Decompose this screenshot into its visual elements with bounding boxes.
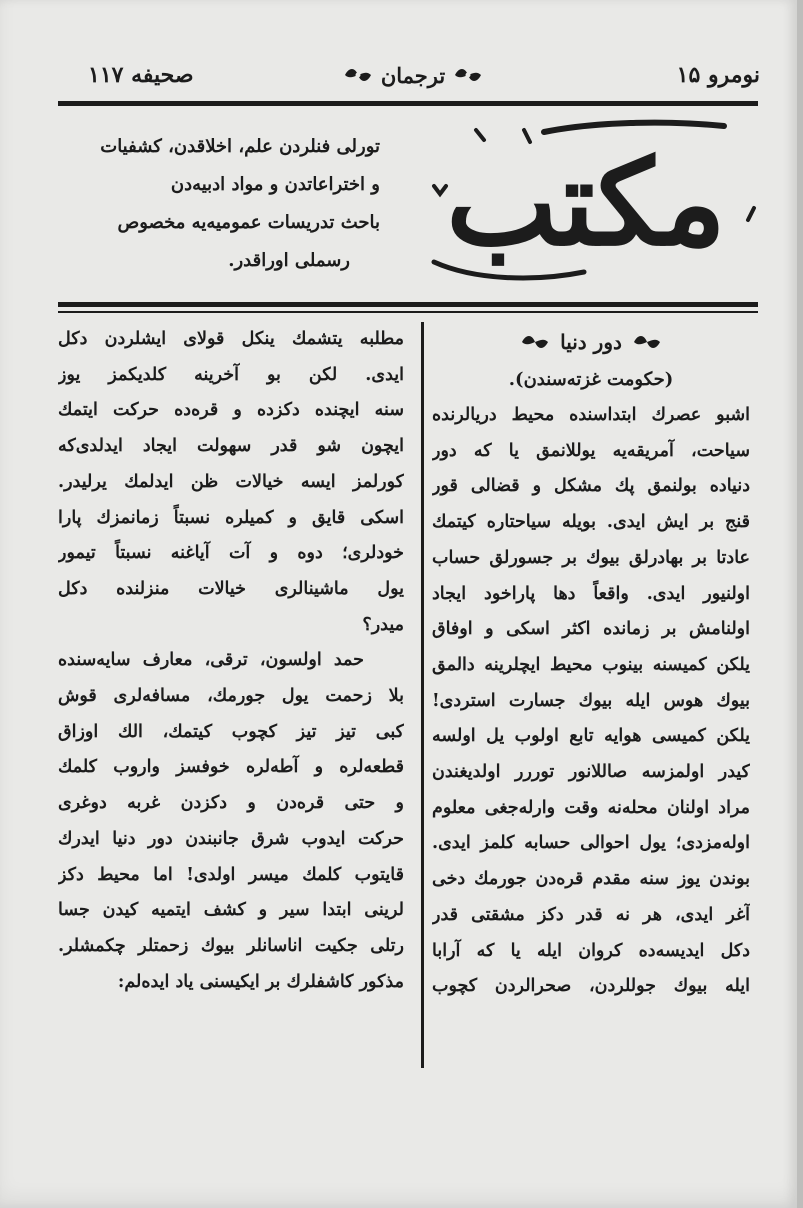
text-line: سیاحت، آمریقه‌یه یوللانمق یا که دور: [432, 440, 750, 461]
column-divider: [421, 322, 424, 1068]
text-line: میدر؟: [362, 614, 404, 635]
page-edge: [797, 0, 803, 1208]
text-line: سنه ایچنده دکزده و قره‌ده حرکت ایتمك: [58, 400, 404, 421]
text-line: خودلری؛ دوه و آت آیاغنه نسبتاً تیمور: [58, 543, 404, 564]
masthead-subtitle: [90, 128, 380, 278]
running-header: [60, 58, 760, 94]
page-number: صحیفه ۱۱۷: [88, 62, 194, 88]
text-line: اشبو عصرك ابتداسنده محیط دریالرنده: [432, 405, 750, 425]
text-line: اسکی قایق و کمیلره نسبتاً زمانمزك پارا: [58, 507, 404, 528]
masthead-title-text: مکتب: [446, 133, 726, 272]
masthead-rule-thick: [58, 302, 758, 307]
text-line: قایتوب کلمك میسر اولدی! اما محیط دکز: [58, 864, 404, 885]
text-line: بوندن یوز سنه مقدم قره‌دن جورمك دخی: [432, 869, 750, 890]
fleuron-icon: [632, 332, 662, 352]
text-line: اولنامش بر زمانده اکثر اسکی و اوفاق: [432, 619, 750, 640]
journal-name-block: [328, 60, 498, 90]
text-line: یلکن کمیسنه بینوب محیط ایچلرینه دالمق: [432, 654, 750, 675]
text-line: بلا زحمت یول جورمك، مسافه‌لری قوش: [58, 686, 404, 707]
text-line: حرکت ایدوب شرق جانبندن دور دنیا ایدرك: [58, 828, 404, 849]
text-line: ایچون شو قدر سهولت ایجاد ایدلدی‌که: [58, 436, 404, 457]
fleuron-icon: [520, 332, 550, 352]
header-rule: [58, 101, 758, 106]
text-line: کیدر اولمزسه صاللانور توررر اولدیغندن: [432, 762, 750, 783]
text-line: لرینی ابتدا سیر و کشف ایتمیه کیدن جسا: [58, 900, 404, 921]
text-line: اوله‌مزدی؛ یول احوالی حسابه کلمز ایدی.: [432, 833, 750, 854]
text-line: یلکن کمیسی هوایه تابع اولوب یل اولسه: [432, 726, 750, 747]
fleuron-right-icon: [453, 65, 483, 85]
article-right-column: [432, 322, 750, 1062]
masthead-title: [394, 112, 778, 294]
journal-name: ترجمان: [380, 62, 446, 88]
text-line: کبی تیز تیز کچوب کیتمك، الك اوزاق: [58, 721, 404, 742]
text-line: و حتی قره‌دن و دکزدن غربه دوغری: [58, 793, 404, 814]
issue-number: نومرو ۱۵: [676, 62, 760, 88]
text-line: عادتا بر بهادرلق بیوك بر جسورلق حساب: [432, 547, 750, 568]
article-title: دور دنیا: [560, 330, 622, 354]
text-line: دکل ایدیسه‌ده کروان ایله یا که آرابا: [432, 940, 750, 961]
article-left-column: [58, 322, 404, 1062]
text-line: حمد اولسون، ترقی، معارف سایه‌سنده: [58, 650, 364, 671]
subtitle-line: باحث تدریسات عمومیه‌یه مخصوص: [117, 212, 380, 233]
text-line: مذکور کاشفلرك بر ایکیسنی یاد ایده‌لم:: [117, 971, 404, 992]
article-source: (حکومت غزته‌سندن).: [508, 369, 674, 390]
text-line: مطلبه یتشمك ینکل قولای ایشلردن دکل: [58, 329, 404, 349]
subtitle-line: رسملی اوراقدر.: [228, 250, 350, 271]
text-line: اولنیور ایدی. واقعاً دها پاراخود ایجاد: [432, 583, 750, 604]
text-line: مراد اولنان محله‌نه وقت وارله‌جغی معلوم: [432, 797, 750, 818]
text-line: دنیاده بولنمق پك مشکل و قضالی قور: [432, 476, 750, 497]
text-line: ایدی. لکن بو آخرینه کلدیکمز یوز: [58, 364, 404, 385]
text-line: بیوك هوس ایله بیوك جسارت استردی!: [432, 690, 750, 711]
text-line: ایله بیوك جوللردن، صحرالردن کچوب: [432, 976, 750, 997]
text-line: آغر ایدی، هر نه قدر دکز مشقتی قدر: [432, 904, 750, 925]
subtitle-line: تورلی فنلردن علم، اخلاقدن، کشفیات: [100, 136, 380, 157]
text-line: یول ماشینالری خیالات منزلنده دکل: [58, 578, 404, 599]
fleuron-left-icon: [343, 65, 373, 85]
subtitle-line: و اختراعاتدن و مواد ادبیه‌دن: [170, 174, 380, 195]
masthead-rule-thin: [58, 311, 758, 313]
text-line: قطعه‌لره و آطه‌لره خوفسز واروب کلمك: [58, 757, 404, 778]
text-line: رتلی جکیت اناسانلر بیوك زحمتلر چکمشلر.: [58, 935, 404, 956]
text-line: قنج بر ایش ایدی. بویله سیاحتاره کیتمك: [432, 512, 750, 533]
article-heading: [432, 322, 750, 362]
text-line: کورلمز ایسه خیالات ظن ایدلمك یرلیدر.: [58, 471, 404, 492]
